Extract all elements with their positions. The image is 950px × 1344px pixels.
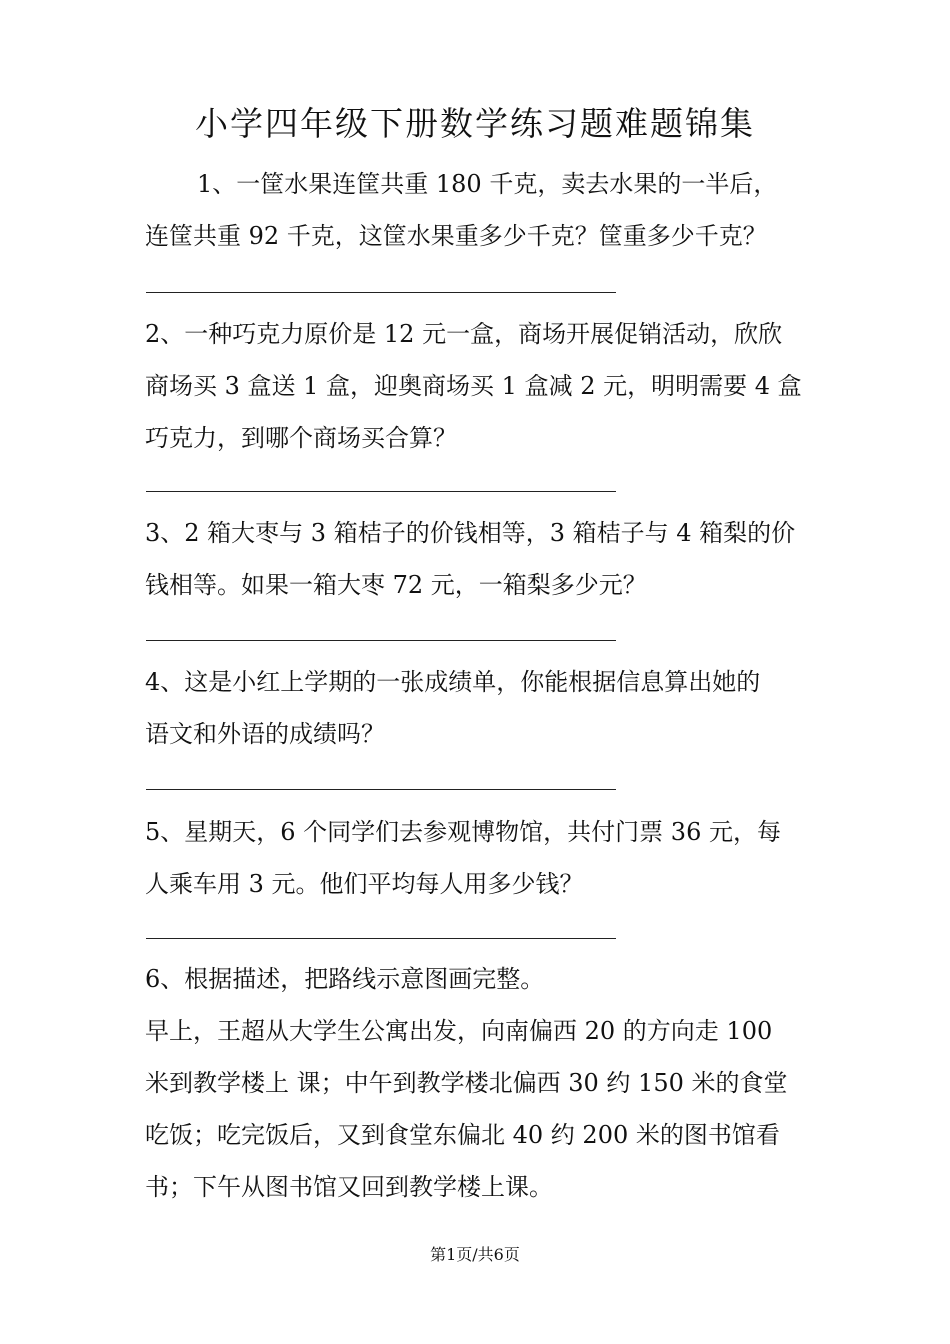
question-6-line: 早上，王超从大学生公寓出发，向南偏西 20 的方向走 100 (145, 1017, 773, 1045)
question-5-line: 5、星期天，6 个同学们去参观博物馆，共付门票 36 元，每 (145, 818, 781, 846)
question-6-line: 书；下午从图书馆又回到教学楼上课。 (145, 1173, 553, 1201)
question-6 (145, 953, 815, 1213)
question-3-line: 3、2 箱大枣与 3 箱桔子的价钱相等，3 箱桔子与 4 箱梨的价 (145, 519, 796, 547)
question-1-line: 1、一筐水果连筐共重 180 千克，卖去水果的一半后， (197, 170, 778, 198)
page-footer: 第1页/共6页 (430, 1245, 520, 1264)
question-5 (145, 806, 815, 910)
answer-line (146, 640, 616, 641)
question-4-line: 语文和外语的成绩吗？ (145, 720, 385, 748)
answer-line (146, 789, 616, 790)
question-2-line: 2、一种巧克力原价是 12 元一盒，商场开展促销活动，欣欣 (145, 320, 783, 348)
question-3 (145, 507, 815, 611)
question-1-line: 连筐共重 92 千克，这筐水果重多少千克？筐重多少千克？ (145, 222, 767, 250)
question-1 (145, 158, 815, 262)
question-3-line: 钱相等。如果一箱大枣 72 元，一箱梨多少元？ (145, 571, 647, 599)
question-4 (145, 656, 815, 760)
answer-line (146, 491, 616, 492)
page-title: 小学四年级下册数学练习题难题锦集 (195, 104, 755, 143)
question-2 (145, 308, 815, 464)
question-2-line: 巧克力，到哪个商场买合算？ (145, 424, 457, 452)
question-6-line: 6、根据描述，把路线示意图画完整。 (145, 965, 545, 993)
question-6-line: 吃饭；吃完饭后，又到食堂东偏北 40 约 200 米的图书馆看 (145, 1121, 780, 1149)
question-5-line: 人乘车用 3 元。他们平均每人用多少钱？ (145, 870, 584, 898)
question-6-line: 米到教学楼上 课；中午到教学楼北偏西 30 约 150 米的食堂 (145, 1069, 788, 1097)
answer-line (146, 292, 616, 293)
answer-line (146, 938, 616, 939)
question-2-line: 商场买 3 盒送 1 盒，迎奥商场买 1 盒减 2 元，明明需要 4 盒 (145, 372, 802, 400)
question-4-line: 4、这是小红上学期的一张成绩单，你能根据信息算出她的 (145, 668, 761, 696)
